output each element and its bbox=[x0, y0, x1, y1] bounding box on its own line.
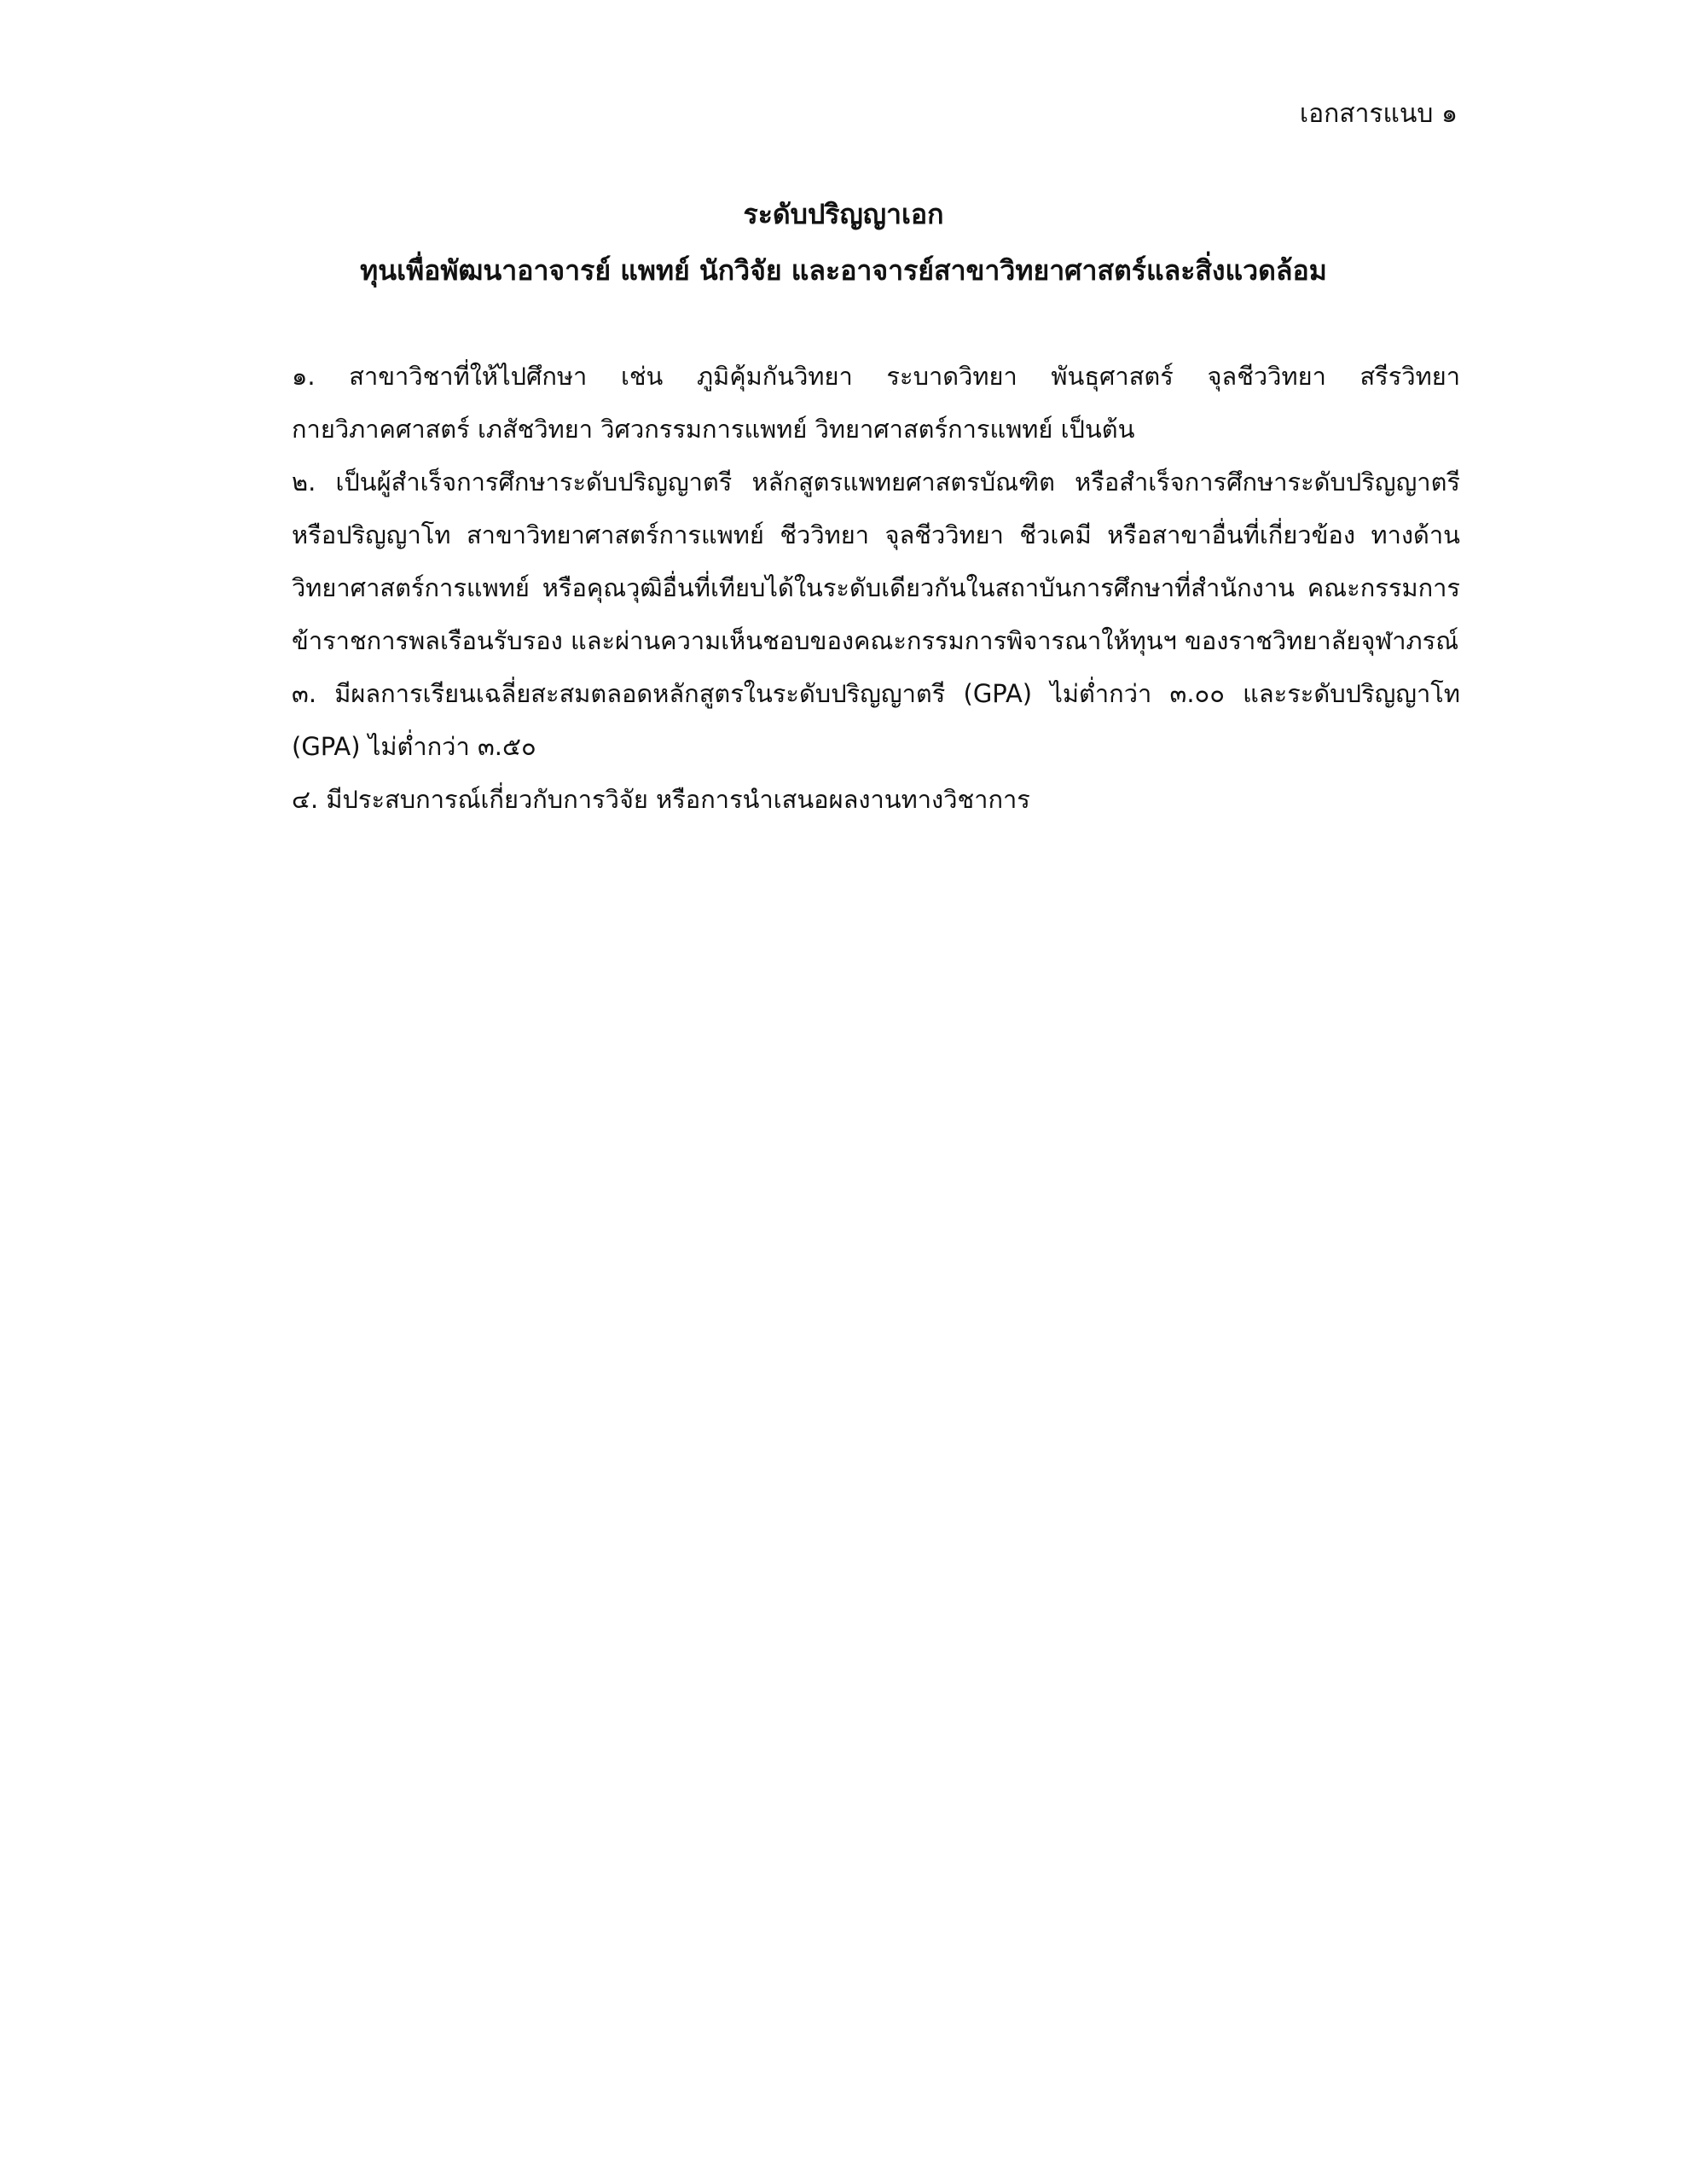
title-line-2: ทุนเพื่อพัฒนาอาจารย์ แพทย์ นักวิจัย และอาจารย์สาขาวิทยาศาสตร์และสิ่งแวดล้อม bbox=[360, 254, 1327, 287]
document-heading bbox=[0, 195, 1687, 307]
requirement-item-2: ๒. เป็นผู้สำเร็จการศึกษาระดับปริญญาตรี หลักสูตรแพทยศาสตรบัณฑิต หรือสำเร็จการศึกษาระดับปริญญาตรี หรือปริญญาโท สาขาวิทยาศาสตร์การแพทย์ ชีววิทยา จุลชีววิทยา ชีวเคมี หรือสาขาอื่นที่เกี่ยวข้อง ทางด้านวิทยาศาสตร์การแพทย์ หรือคุณวุฒิอื่นที่เทียบได้ในระดับเดียวกันในสถาบันการศึกษาที่สำนักงาน คณะกรรมการข้าราชการพลเรือนรับรอง และผ่านความเห็นชอบของคณะกรรมการพิจารณาให้ทุนฯ ของราชวิทยาลัยจุฬาภรณ์ bbox=[292, 468, 1460, 655]
title-line-1: ระดับปริญญาเอก bbox=[743, 198, 944, 230]
annex-label: เอกสารแนบ ๑ bbox=[1299, 99, 1458, 129]
requirement-item-1: ๑. สาขาวิชาที่ให้ไปศึกษา เช่น ภูมิคุ้มกันวิทยา ระบาดวิทยา พันธุศาสตร์ จุลชีววิทยา สรีรวิทยา กายวิภาคศาสตร์ เภสัชวิทยา วิศวกรรมการแพทย์ วิทยาศาสตร์การแพทย์ เป็นต้น bbox=[292, 362, 1460, 444]
requirement-item-4: ๔. มีประสบการณ์เกี่ยวกับการวิจัย หรือการนำเสนอผลงานทางวิชาการ bbox=[292, 785, 1030, 814]
requirements-list bbox=[292, 350, 1460, 826]
requirement-item-3: ๓. มีผลการเรียนเฉลี่ยสะสมตลอดหลักสูตรในระดับปริญญาตรี (GPA) ไม่ต่ำกว่า ๓.๐๐ และระดับปริญญาโท (GPA) ไม่ต่ำกว่า ๓.๕๐ bbox=[292, 679, 1460, 761]
